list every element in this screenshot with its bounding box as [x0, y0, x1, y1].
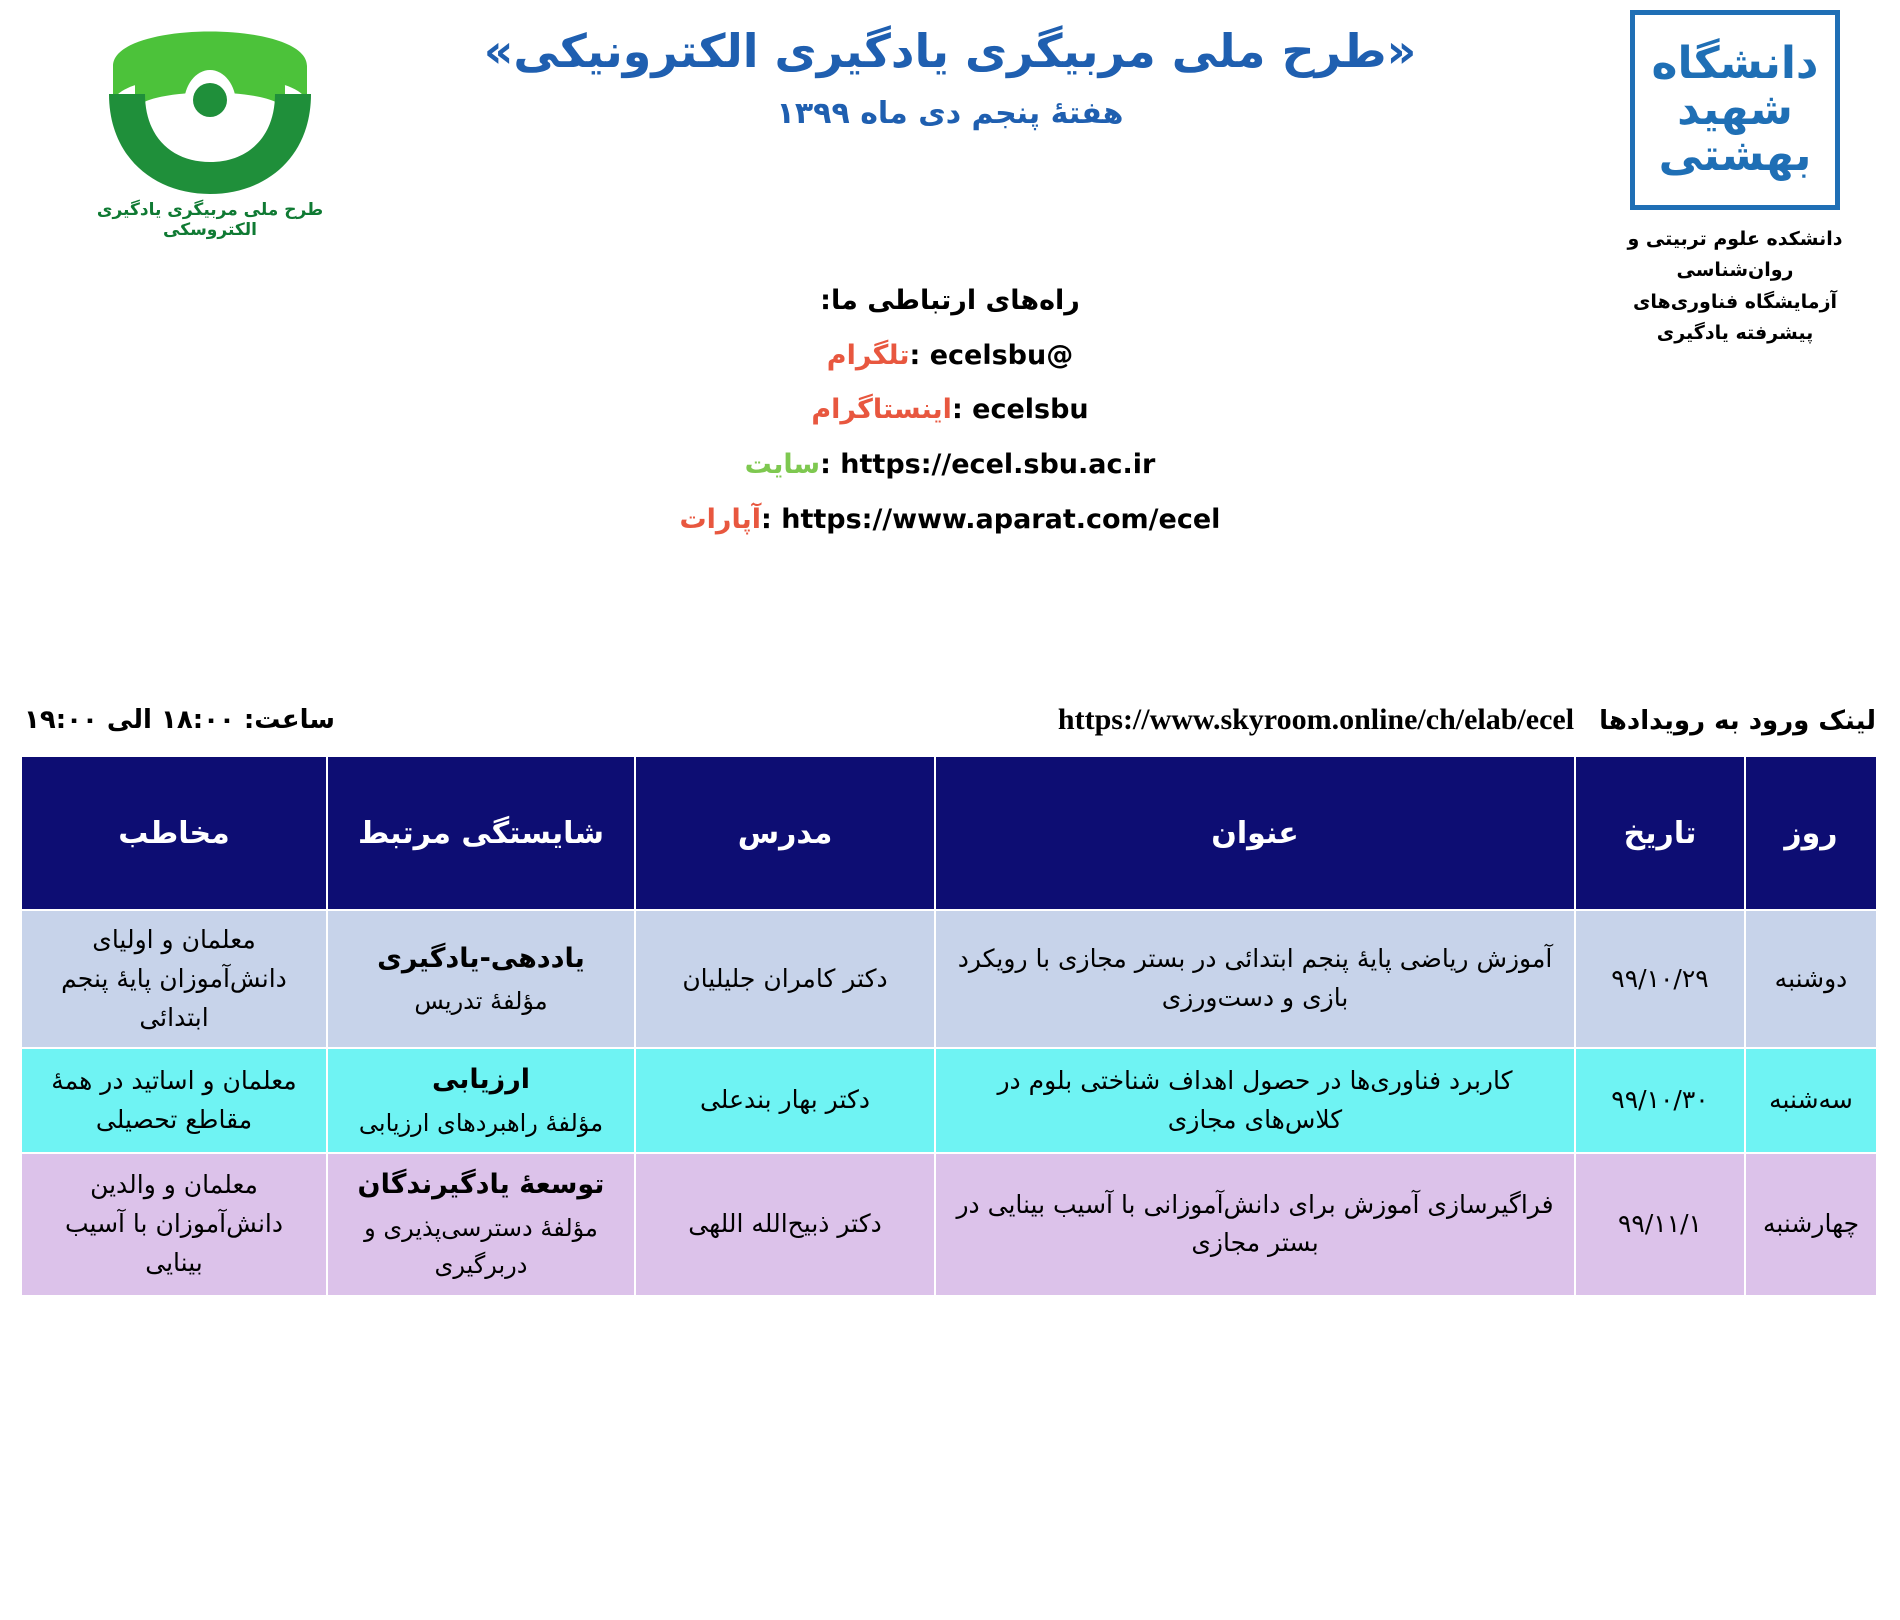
- cell-competency: [327, 1153, 635, 1295]
- cell-competency: [327, 910, 635, 1048]
- cell-title: کاربرد فناوری‌ها در حصول اهداف شناختی بلوم در کلاس‌های مجازی: [935, 1048, 1575, 1153]
- cell-day: چهارشنبه: [1745, 1153, 1877, 1295]
- page-title: «طرح ملی مربیگری یادگیری الکترونیکی»: [483, 24, 1417, 78]
- cell-date: ۹۹/۱۱/۱: [1575, 1153, 1745, 1295]
- table-row: [21, 1048, 1877, 1153]
- contact-instagram-value: ecelsbu: [972, 394, 1089, 426]
- header-day: روز: [1745, 756, 1877, 910]
- contact-website[interactable]: https://ecel.sbu.ac.ir :سایت: [744, 448, 1156, 480]
- page-subtitle: هفتهٔ پنجم دی ماه ۱۳۹۹: [776, 95, 1124, 131]
- competency-main: توسعهٔ یادگیرندگان: [357, 1169, 605, 1201]
- ecel-logo-icon: [95, 8, 325, 198]
- contact-telegram-value: @ecelsbu: [929, 339, 1074, 371]
- sbu-logo-text: دانشگاه شهید بهشتی: [1651, 37, 1819, 182]
- session-time-label: ساعت: ۱۸:۰۰ الی ۱۹:۰۰: [24, 704, 335, 735]
- program-logo-caption: طرح ملی مربیگری یادگیری الکتروسکی: [96, 200, 324, 240]
- cell-teacher: دکتر بهار بندعلی: [635, 1048, 935, 1153]
- table-header-row: [21, 756, 1877, 910]
- table-row: [21, 910, 1877, 1048]
- entry-link-label: لینک ورود به رویدادها: [1599, 706, 1876, 736]
- cell-competency: [327, 1048, 635, 1153]
- contact-telegram: @ecelsbu :تلگرام: [826, 339, 1074, 371]
- entry-link-url[interactable]: https://www.skyroom.online/ch/elab/ecel: [1057, 703, 1575, 736]
- contact-telegram-label: تلگرام: [826, 339, 910, 371]
- header-title: عنوان: [935, 756, 1575, 910]
- header-audience: مخاطب: [21, 756, 327, 910]
- header-competency: شایستگی مرتبط: [327, 756, 635, 910]
- contact-aparat[interactable]: https://www.aparat.com/ecel :آپارات: [679, 503, 1221, 535]
- contact-website-label: سایت: [744, 448, 821, 480]
- contact-instagram: ecelsbu :اینستاگرام: [811, 394, 1089, 426]
- contact-block: [0, 275, 1900, 548]
- header-teacher: مدرس: [635, 756, 935, 910]
- cell-title: آموزش ریاضی پایهٔ پنجم ابتدائی در بستر مجازی با رویکرد بازی و دست‌ورزی: [935, 910, 1575, 1048]
- competency-sub: مؤلفهٔ تدریس: [414, 987, 548, 1016]
- table-row: [21, 1153, 1877, 1295]
- faculty-line-1: دانشکده علوم تربیتی و روان‌شناسی: [1627, 228, 1843, 282]
- cell-audience: معلمان و والدین دانش‌آموزان با آسیب بینایی: [21, 1153, 327, 1295]
- cell-teacher: دکتر ذبیح‌الله اللهی: [635, 1153, 935, 1295]
- contact-aparat-label: آپارات: [679, 503, 762, 535]
- competency-main: ارزیابی: [431, 1064, 531, 1096]
- program-logo-block: [60, 8, 360, 240]
- competency-main: یاددهی-یادگیری: [377, 942, 585, 974]
- cell-teacher: دکتر کامران جلیلیان: [635, 910, 935, 1048]
- cell-day: سه‌شنبه: [1745, 1048, 1877, 1153]
- cell-title: فراگیرسازی آموزش برای دانش‌آموزانی با آسیب بینایی در بستر مجازی: [935, 1153, 1575, 1295]
- cell-audience: معلمان و اولیای دانش‌آموزان پایهٔ پنجم ابتدائی: [21, 910, 327, 1048]
- contact-website-value[interactable]: https://ecel.sbu.ac.ir: [840, 448, 1156, 480]
- contact-aparat-value[interactable]: https://www.aparat.com/ecel: [781, 503, 1221, 535]
- cell-date: ۹۹/۱۰/۳۰: [1575, 1048, 1745, 1153]
- cell-day: دوشنبه: [1745, 910, 1877, 1048]
- competency-sub: مؤلفهٔ دسترسی‌پذیری و دربرگیری: [364, 1214, 598, 1280]
- cell-audience: معلمان و اساتید در همهٔ مقاطع تحصیلی: [21, 1048, 327, 1153]
- cell-date: ۹۹/۱۰/۲۹: [1575, 910, 1745, 1048]
- contact-heading: راه‌های ارتباطی ما:: [820, 285, 1080, 316]
- faculty-line-2: آزمایشگاه فناوری‌های پیشرفته یادگیری: [1632, 290, 1838, 345]
- contact-instagram-label: اینستاگرام: [811, 394, 952, 426]
- schedule-table: [20, 755, 1878, 1297]
- entry-link-bar: [0, 690, 1900, 750]
- header-date: تاریخ: [1575, 756, 1745, 910]
- competency-sub: مؤلفهٔ راهبردهای ارزیابی: [358, 1109, 604, 1138]
- entry-link-row: [1058, 703, 1876, 737]
